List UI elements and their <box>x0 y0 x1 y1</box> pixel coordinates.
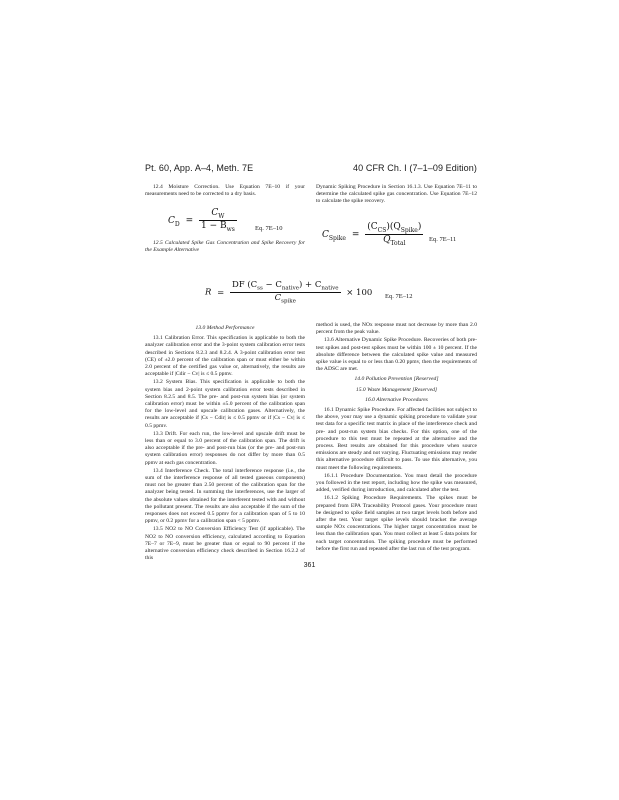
eq11-fraction: $\frac{(C_{CS})(Q_{Spike})}{Q_{Total}}$ <box>367 222 422 247</box>
header-right: 40 CFR Ch. I (7–1–09 Edition) <box>353 163 477 173</box>
paragraph-12-4: 12.4 Moisture Correction. Use Equation 7E–10 if your measurements need to be corrected to a dry basis. <box>145 184 305 198</box>
paragraph-13-6: 13.6 Alternative Dynamic Spike Procedure. Recoveries of both pre-test spikes and post-test spikes must be within 100 ± 10 percent. If the absolute difference between the calculated spike value and measured spike value is equal to or less than 0.20 ppmv, then the requirements of the ADSC are met. <box>316 337 477 373</box>
paragraph-13-5: 13.5 NO2 to NO Conversion Efficiency Test (if applicable). The NO2 to NO conversion efficiency, calculated according to Equation 7E–7 or 7E–9, must be greater than or equal to 90 percent if the alternative conversion efficiency check described in Section 16.2.2 of this <box>145 526 305 562</box>
paragraph-16-1-1: 16.1.1 Procedure Documentation. You must detail the procedure you followed in the test report, including how the spike was measured, added, verified during introduction, and calculated after the test. <box>316 472 477 494</box>
right-column <box>316 322 477 554</box>
top-right-text <box>316 184 477 207</box>
paragraph-spike-intro: Dynamic Spiking Procedure in Section 16.1.3. Use Equation 7E–11 to determine the calculated spike gas concentration. Use Equation 7E–12 to calculate the spike recovery. <box>316 184 477 205</box>
equation-7e-11: $C_{Spike}$ = $\frac{(C_{CS})(Q_{Spike})}{Q_{Total}}$ <box>322 222 422 247</box>
eq12-label: Eq. 7E–12 <box>385 293 413 300</box>
paragraph-continued: method is used, the NOx response must not decrease by more than 2.0 percent from the peak value. <box>316 322 477 336</box>
eq12-fraction: $\frac{DF (C_{ss} - C_{native}) + C_{native}}{C_{spike}}$ <box>231 280 339 305</box>
top-left-text <box>145 184 305 199</box>
running-header <box>145 163 477 175</box>
header-left: Pt. 60, App. A–4, Meth. 7E <box>145 163 254 173</box>
paragraph-12-5: 12.5 Calculated Spike Gas Concentration and Spike Recovery for the Example Alternative <box>145 240 305 254</box>
heading-16: 16.0 Alternative Procedures <box>365 396 428 403</box>
left-column <box>145 322 305 564</box>
paragraph-16-1: 16.1 Dynamic Spike Procedure. For affected facilities not subject to the above, your may use a dynamic spiking procedure to validate your test data for a specific test matrix in place of the interference check and pre- and post-run system bias checks. For this option, one of the procedure to this test must be repeated at the alternative and the process. Best results are obtained for this procedure when source emissions are steady and not varying. Fluctuating emissions may render this alternative procedure difficult to pass. To use this alternative, you must meet the following requirements. <box>316 407 477 471</box>
equation-7e-12: R = $\frac{DF (C_{ss} - C_{native}) + C_{native}}{C_{spike}}$ × 100 <box>205 280 373 305</box>
heading-14: 14.0 Pollution Prevention [Reserved] <box>354 376 439 383</box>
paragraph-13-1: 13.1 Calibration Error. This specification is applicable to both the analyzer calibration error and the 3-point system calibration error tests described in Sections 8.2.3 and 8.2.4. A 3-point calibration error test (CE) of ±2.0 percent of the calibration span or must either be within 2.0 percent of the certified gas value or, alternatively, the results are acceptable if |Cdir − Cv| is ≤ 0.5 ppmv. <box>145 335 305 378</box>
eq10-lhs: $C_D$ <box>168 215 180 228</box>
page-number: 361 <box>303 562 316 569</box>
paragraph-13-4: 13.4 Interference Check. The total interference response (i.e., the sum of the interference response of all tested gaseous components) must not be greater than 2.50 percent of the calibration span for the analyzer being tested. In summing the interferences, use the larger of the absolute values obtained for the interferent tested with and without the pollutant present. The results are also acceptable if the sum of the responses does not exceed 0.5 ppmv for a calibration span of 5 to 10 ppmv, or 0.2 ppmv for a calibration span < 5 ppmv. <box>145 467 305 525</box>
paragraph-13-2: 13.2 System Bias. This specification is applicable to both the system bias and 2-point system calibration error tests described in Section 8.2.5 and 8.5. The pre- and post-run system bias (or system calibration error) must be within ±5.0 percent of the calibration span for the low-level and upscale calibration gases. Alternatively, the results are acceptable if |Cs − Cdir| is ≤ 0.5 ppmv or if |Cs − Cv| is ≤ 0.5 ppmv. <box>145 379 305 429</box>
eq10-label: Eq. 7E–10 <box>255 225 283 232</box>
heading-13: 13.0 Method Performance <box>195 325 255 331</box>
eq11-label: Eq. 7E–11 <box>429 236 457 243</box>
top-left-text-2 <box>145 240 305 255</box>
heading-15: 15.0 Waste Management [Reserved] <box>355 386 438 393</box>
paragraph-13-3: 13.3 Drift. For each run, the low-level and upscale drift must be less than or equal to 3.0 percent of the calibration span. The drift is also acceptable if the pre- and post-run bias (or the pre- and post-run system calibration error) responses do not differ by more than 0.5 ppmv at each gas concentration. <box>145 430 305 466</box>
eq10-fraction: $\frac{C_W}{1 - B_{ws}}$ <box>201 208 235 233</box>
equation-7e-10: $C_D$ = $\frac{C_W}{1 - B_{ws}}$ <box>168 208 235 233</box>
paragraph-16-1-2: 16.1.2 Spiking Procedure Requirements. The spikes must be prepared from EPA Traceability Protocol gases. Your procedure must be designed to spike field samples at two target levels both before and after the test. Your target spike levels should bracket the average sample NOx concentrations. The higher target concentration must be less than the calibration span. You must collect at least 5 data points for each target concentration. The spiking procedure must be performed before the first run and repeated after the last run of the test program. <box>316 495 477 552</box>
